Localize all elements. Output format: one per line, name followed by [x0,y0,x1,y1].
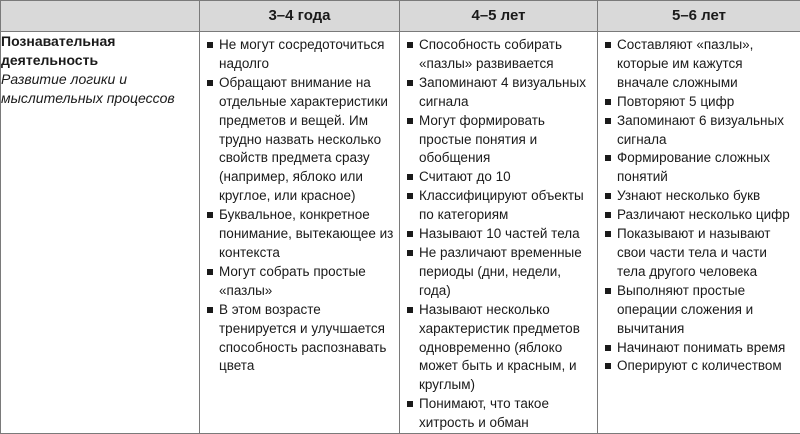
list-item: Не могут сосредоточиться надолго [206,36,395,74]
list-item: Различают несколько цифр [604,206,796,225]
list-item: Показывают и называют свои части тела и части тела другого человека [604,225,796,282]
list-item: Узнают несколько букв [604,187,796,206]
list-item: Повторяют 5 цифр [604,93,796,112]
list-item: Называют несколько характеристик предметов одновременно (яблоко может быть и красным, и круглым) [406,301,593,396]
list-item: Способность собирать «пазлы» развивается [406,36,593,74]
cognitive-row [1,32,800,434]
list-item: Формирование сложных понятий [604,149,796,187]
header-blank [1,1,200,32]
list-age-4-5 [400,32,597,433]
list-item: Называют 10 частей тела [406,225,593,244]
header-age-5-6: 5–6 лет [598,1,800,32]
list-item: Классифицируют объекты по категориям [406,187,593,225]
list-item: Запоминают 4 визуальных сигнала [406,74,593,112]
category-title: Познавательная деятельность [1,32,199,70]
list-item: Понимают, что такое хитрость и обман [406,395,593,433]
list-age-3-4 [200,32,399,376]
header-age-3-4: 3–4 года [200,1,400,32]
cell-age-3-4 [200,32,400,434]
row-header-cell [1,32,200,434]
list-item: Считают до 10 [406,168,593,187]
list-item: Оперируют с количеством [604,357,796,376]
header-age-4-5: 4–5 лет [400,1,598,32]
list-item: Не различают временные периоды (дни, недели, года) [406,244,593,301]
cell-age-4-5 [400,32,598,434]
list-item: Могут собрать простые «пазлы» [206,263,395,301]
list-item: Обращают внимание на отдельные характеристики предметов и вещей. Им трудно назвать несколько свойств предмета сразу (например, яблоко или круглое, или красное) [206,74,395,206]
header-row [1,1,800,32]
list-item: Выполняют простые операции сложения и вычитания [604,282,796,339]
list-item: Могут формировать простые понятия и обобщения [406,112,593,169]
list-age-5-6 [598,32,800,376]
list-item: Запоминают 6 визуальных сигнала [604,112,796,150]
list-item: Начинают понимать время [604,339,796,358]
category-subtitle: Развитие логики и мыслительных процессов [1,70,199,108]
list-item: В этом возрасте тренируется и улучшается способность распознавать цвета [206,301,395,377]
list-item: Составляют «пазлы», которые им кажутся вначале сложными [604,36,796,93]
cell-age-5-6 [598,32,800,434]
list-item: Буквальное, конкретное понимание, вытекающее из контекста [206,206,395,263]
